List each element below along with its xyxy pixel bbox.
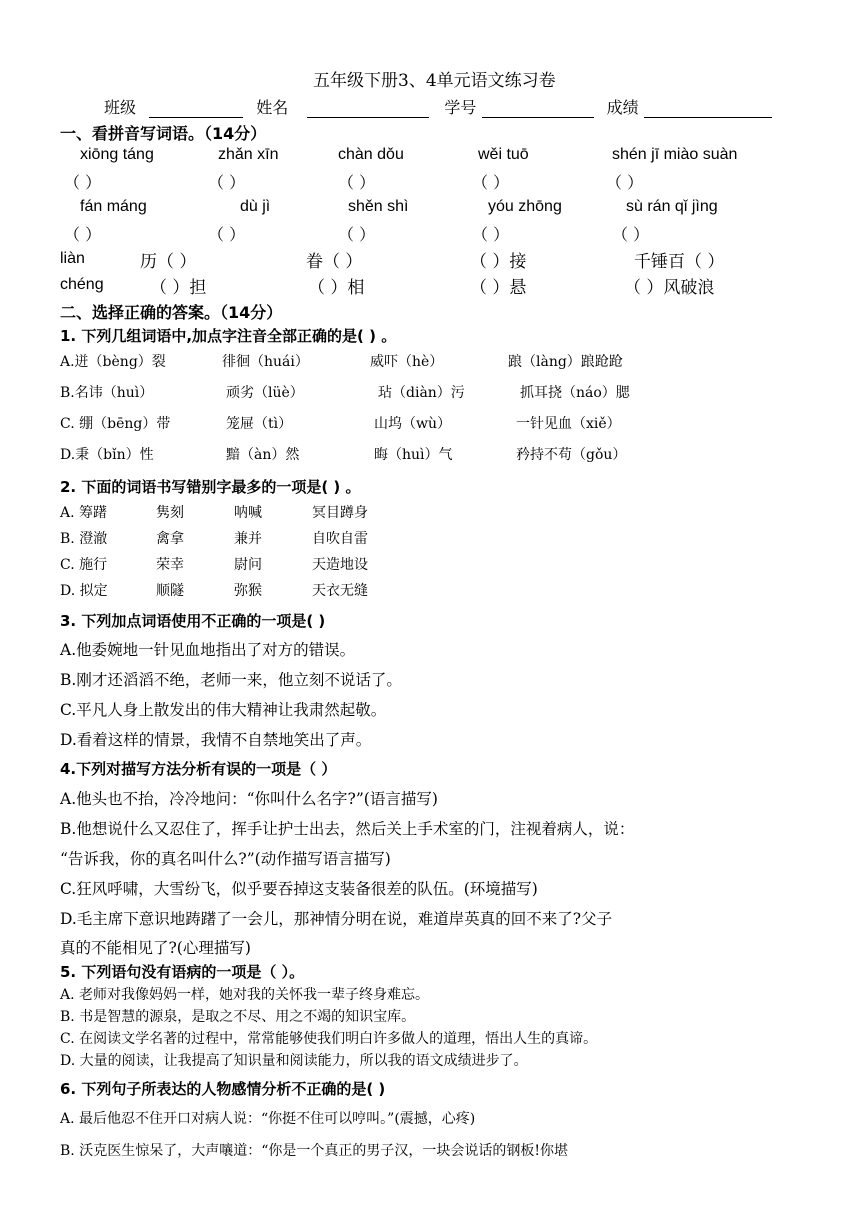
fill-item[interactable]: 眷（ ）	[306, 252, 363, 272]
answer-box[interactable]: （ ）	[64, 225, 102, 244]
section1-heading: 一、看拼音写词语。（14分）	[60, 124, 267, 143]
pinyin-item: xiōng táng	[80, 146, 154, 163]
question-6-stem: 6. 下列句子所表达的人物感情分析不正确的是( )	[60, 1080, 386, 1098]
q3-option-a[interactable]: A.他委婉地一针见血地指出了对方的错误。	[60, 641, 356, 659]
q1-option-c-word: 一针见血（xiě）	[516, 416, 621, 432]
question-3-stem: 3. 下列加点词语使用不正确的一项是( )	[60, 612, 326, 630]
pinyin-item: shěn shì	[348, 198, 409, 215]
student-info-line	[104, 95, 772, 118]
pinyin-item: zhǎn xīn	[218, 146, 279, 163]
q4-line[interactable]: C.狂风呼啸，大雪纷飞，似乎要吞掉这支装备很差的队伍。(环境描写)	[60, 880, 538, 898]
q1-option-d-word: 矜持不苟（gǒu）	[516, 447, 627, 463]
answer-box[interactable]: （ ）	[338, 225, 376, 244]
q1-option-d-word[interactable]: D.秉（bǐn）性	[60, 447, 154, 463]
q4-line[interactable]: B.他想说什么又忍住了，挥手让护士出去，然后关上手术室的门，注视着病人，说：	[60, 820, 635, 838]
q2-option-d-word: 天衣无缝	[312, 583, 368, 599]
fill-item[interactable]: （ ）悬	[470, 278, 527, 298]
q5-option-b[interactable]: B. 书是智慧的源泉，是取之不尽、用之不竭的知识宝库。	[60, 1009, 416, 1025]
q1-option-a-word: 踉（làng）踉跄跄	[508, 354, 623, 370]
q1-option-d-word: 黯（àn）然	[226, 447, 300, 463]
pinyin-item: wěi tuō	[478, 146, 529, 163]
question-2-stem: 2. 下面的词语书写错别字最多的一项是( ) 。	[60, 478, 361, 496]
answer-box[interactable]: （ ）	[606, 173, 644, 192]
name-field[interactable]	[307, 101, 429, 118]
pinyin-item: sù rán qǐ jìng	[626, 198, 718, 215]
q1-option-b-word[interactable]: B.名讳（huì）	[60, 385, 154, 401]
fill-item[interactable]: （ ）接	[470, 252, 527, 272]
q6-option-b[interactable]: B. 沃克医生惊呆了，大声嚷道：“你是一个真正的男子汉，一块会说话的钢板!你堪	[60, 1143, 568, 1159]
q1-option-c-word: 笼屉（tì）	[226, 416, 293, 432]
q3-option-c[interactable]: C.平凡人身上散发出的伟大精神让我肃然起敬。	[60, 701, 387, 719]
q1-option-a-word: 威吓（hè）	[370, 354, 444, 370]
q1-option-b-word: 抓耳挠（náo）腮	[520, 385, 630, 401]
id-label: 学号	[444, 98, 477, 117]
q2-option-c-word: 荣幸	[156, 557, 184, 573]
q1-option-c-word[interactable]: C. 绷（bēng）带	[60, 416, 171, 432]
fill-item[interactable]: 历（ ）	[140, 252, 197, 272]
q2-option-d-word: 弥猴	[234, 583, 262, 599]
q5-option-d[interactable]: D. 大量的阅读，让我提高了知识量和阅读能力，所以我的语文成绩进步了。	[60, 1053, 528, 1069]
score-label: 成绩	[606, 98, 639, 117]
answer-box[interactable]: （ ）	[338, 173, 376, 192]
section2-heading: 二、选择正确的答案。（14分）	[60, 303, 283, 322]
name-label: 姓名	[256, 98, 289, 117]
fill-item[interactable]: （ ）风破浪	[624, 278, 715, 298]
q2-option-a-word: 呐喊	[234, 505, 262, 521]
q2-option-d-word: 顺隧	[156, 583, 184, 599]
q4-line[interactable]: A.他头也不抬，冷冷地问：“你叫什么名字?”(语言描写)	[60, 790, 438, 808]
score-field[interactable]	[644, 101, 772, 118]
q4-line[interactable]: D.毛主席下意识地踌躇了一会儿，那神情分明在说，难道岸英真的回不来了?父子	[60, 910, 613, 928]
q2-option-a-word: 隽刻	[156, 505, 184, 521]
q1-option-a-word[interactable]: A.迸（bèng）裂	[60, 354, 166, 370]
q1-option-d-word: 晦（huì）气	[374, 447, 453, 463]
q2-option-a-word: 冥目蹲身	[312, 505, 368, 521]
answer-box[interactable]: （ ）	[472, 225, 510, 244]
q2-option-b-word: 禽拿	[156, 531, 184, 547]
q3-option-b[interactable]: B.刚才还滔滔不绝，老师一来，他立刻不说话了。	[60, 671, 402, 689]
fill-item[interactable]: 千锤百（ ）	[634, 252, 725, 272]
q2-option-a-word[interactable]: A. 筹躇	[60, 505, 108, 521]
fill-row-label: liàn	[60, 250, 85, 267]
id-field[interactable]	[482, 101, 594, 118]
q1-option-a-word: 徘徊（huái）	[222, 354, 309, 370]
q6-option-a[interactable]: A. 最后他忍不住开口对病人说：“你挺不住可以哼叫。”(震撼，心疼)	[60, 1111, 476, 1127]
answer-box[interactable]: （ ）	[472, 173, 510, 192]
q5-option-c[interactable]: C. 在阅读文学名著的过程中，常常能够使我们明白许多做人的道理，悟出人生的真谛。	[60, 1031, 598, 1047]
q2-option-c-word[interactable]: C. 施行	[60, 557, 108, 573]
q4-line: 真的不能相见了?(心理描写)	[60, 939, 251, 957]
q5-option-a[interactable]: A. 老师对我像妈妈一样，她对我的关怀我一辈子终身难忘。	[60, 987, 430, 1003]
q1-option-c-word: 山坞（wù）	[374, 416, 451, 432]
pinyin-item: fán máng	[80, 198, 147, 215]
class-field[interactable]	[149, 101, 243, 118]
pinyin-item: shén jī miào suàn	[612, 146, 738, 163]
q2-option-c-word: 尉问	[234, 557, 262, 573]
q1-option-b-word: 玷（diàn）污	[378, 385, 465, 401]
question-5-stem: 5. 下列语句没有语病的一项是（ ）。	[60, 963, 305, 981]
q2-option-d-word[interactable]: D. 拟定	[60, 583, 108, 599]
q2-option-b-word[interactable]: B. 澄澈	[60, 531, 108, 547]
q2-option-b-word: 自吹自雷	[312, 531, 368, 547]
pinyin-item: yóu zhōng	[488, 198, 562, 215]
fill-item[interactable]: （ ）相	[308, 278, 365, 298]
question-4-stem: 4.下列对描写方法分析有误的一项是（ ）	[60, 760, 337, 778]
answer-box[interactable]: （ ）	[612, 225, 650, 244]
answer-box[interactable]: （ ）	[208, 225, 246, 244]
q2-option-c-word: 天造地设	[312, 557, 368, 573]
q4-line: “告诉我，你的真名叫什么?”(动作描写语言描写)	[60, 850, 391, 868]
q2-option-b-word: 兼并	[234, 531, 262, 547]
fill-row-label: chéng	[60, 276, 104, 293]
pinyin-item: dù jì	[240, 198, 271, 215]
answer-box[interactable]: （ ）	[64, 173, 102, 192]
q1-option-b-word: 顽劣（lüè）	[226, 385, 304, 401]
pinyin-item: chàn dǒu	[338, 146, 404, 163]
q3-option-d[interactable]: D.看着这样的情景，我情不自禁地笑出了声。	[60, 731, 372, 749]
class-label: 班级	[104, 98, 137, 117]
answer-box[interactable]: （ ）	[208, 173, 246, 192]
question-1-stem: 1. 下列几组词语中,加点字注音全部正确的是( ) 。	[60, 327, 397, 345]
page-title: 五年级下册3、4单元语文练习卷	[313, 71, 556, 91]
fill-item[interactable]: （ ）担	[150, 278, 207, 298]
